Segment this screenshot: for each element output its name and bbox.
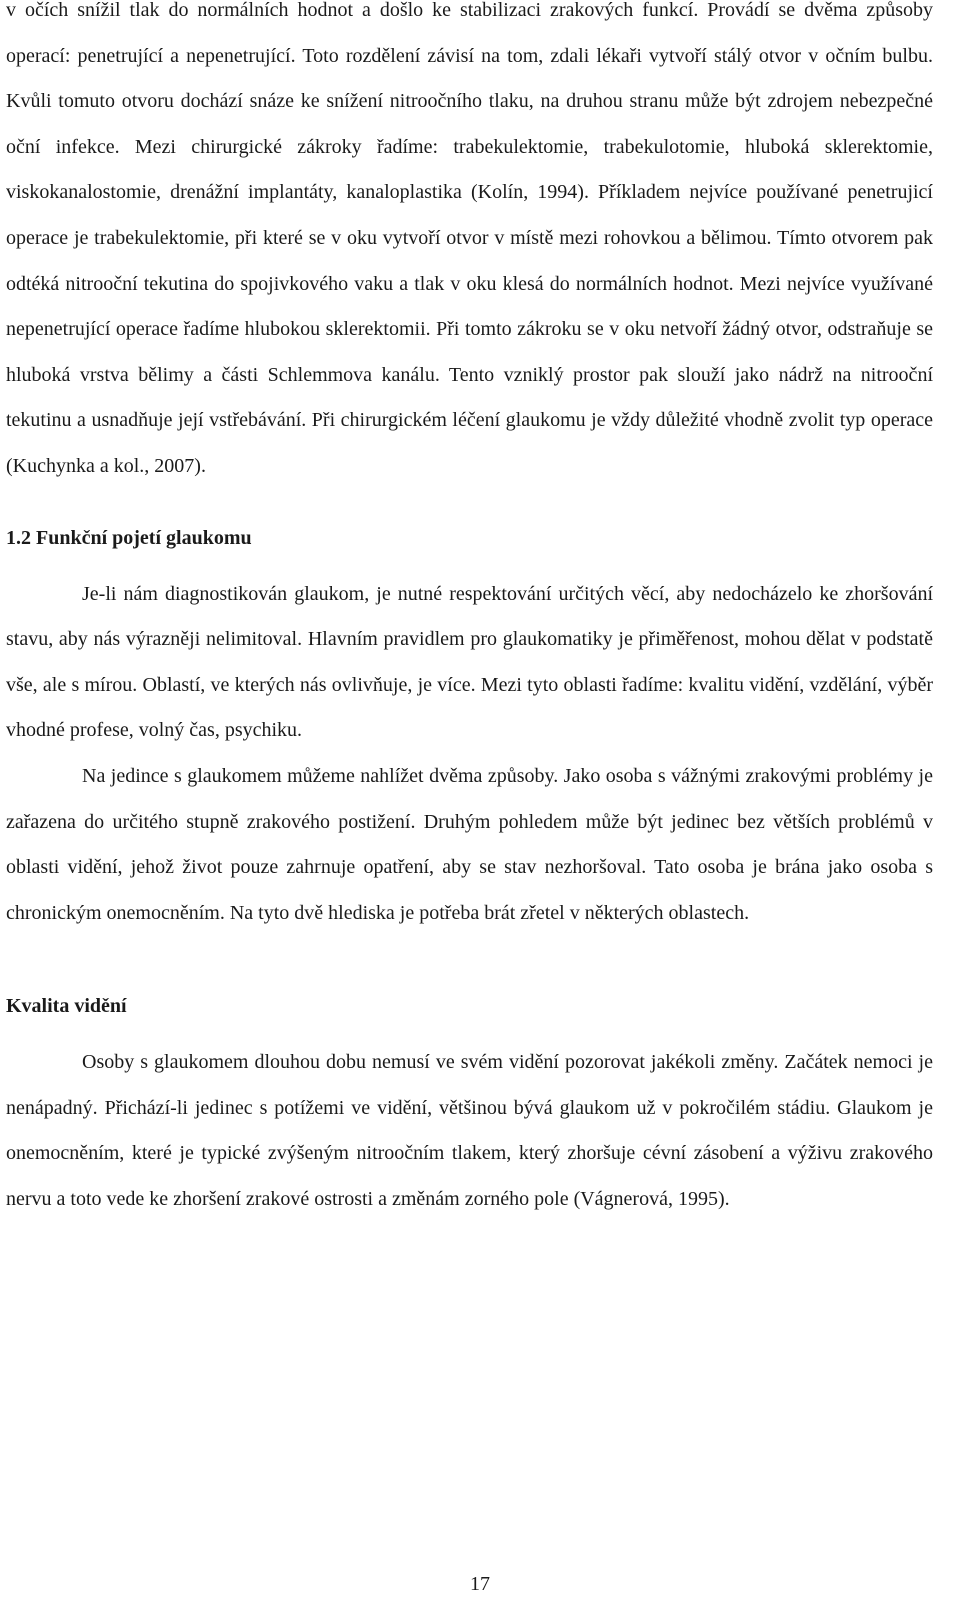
document-page <box>6 0 933 1223</box>
subsection-heading-quality-of-vision: Kvalita vidění <box>6 995 127 1018</box>
paragraph-diagnosis-respect: Je-li nám diagnostikován glaukom, je nutné respektování určitých věcí, aby nedocházelo ke zhoršování stavu, aby nás výrazněji nelimitoval. Hlavním pravidlem pro glaukomatiky je přiměřenost, mohou dělat v podstatě vše, ale s mírou. Oblastí, ve kterých nás ovlivňuje, je více. Mezi tyto oblasti řadíme: kvalitu vidění, vzdělání, výběr vhodné profese, volný čas, psychiku. <box>6 582 933 742</box>
section-heading-functional-concept: 1.2 Funkční pojetí glaukomu <box>6 526 252 549</box>
paragraph-two-perspectives: Na jedince s glaukomem můžeme nahlížet dvěma způsoby. Jako osoba s vážnými zrakovými problémy je zařazena do určitého stupně zrakového postižení. Druhým pohledem může být jedinec bez větších problémů v oblasti vidění, jehož život pouze zahrnuje opatření, aby se stav nezhoršoval. Tato osoba je brána jako osoba s chronickým onemocněním. Na tyto dvě hlediska je potřeba brát zřetel v některých oblastech. <box>6 764 933 924</box>
paragraph-surgery-methods: v očích snížil tlak do normálních hodnot a došlo ke stabilizaci zrakových funkcí. Provádí se dvěma způsoby operací: penetrující a nepenetrující. Toto rozdělení závisí na tom, zdali lékaři vytvoří stálý otvor v očním bulbu. Kvůli tomuto otvoru dochází snáze ke snížení nitroočního tlaku, na druhou stranu může být zdrojem nebezpečné oční infekce. Mezi chirurgické zákroky řadíme: trabekulektomie, trabekulotomie, hluboká sklerektomie, viskokanalostomie, drenážní implantáty, kanaloplastika (Kolín, 1994). Příkladem nejvíce používané penetrujicí operace je trabekulektomie, při které se v oku vytvoří otvor v místě mezi rohovkou a bělimou. Tímto otvorem pak odtéká nitrooční tekutina do spojivkového vaku a tlak v oku klesá do normálních hodnot. Mezi nejvíce využívané nepenetrující operace řadíme hlubokou sklerektomii. Při tomto zákroku se v oku netvoří žádný otvor, odstraňuje se hluboká vrstva bělimy a části Schlemmova kanálu. Tento vzniklý prostor pak slouží jako nádrž na nitrooční tekutinu a usnadňuje její vstřebávání. Při chirurgickém léčení glaukomu je vždy důležité vhodně zvolit typ operace (Kuchynka a kol., 2007). <box>6 0 933 477</box>
page-number: 17 <box>470 1573 490 1595</box>
paragraph-quality-of-vision: Osoby s glaukomem dlouhou dobu nemusí ve svém vidění pozorovat jakékoli změny. Začátek nemoci je nenápadný. Přichází-li jedinec s potížemi ve vidění, většinou bývá glaukom už v pokročilém stádiu. Glaukom je onemocněním, které je typické zvýšeným nitroočním tlakem, který zhoršuje cévní zásobení a výživu zrakového nervu a toto vede ke zhoršení zrakové ostrosti a změnám zorného pole (Vágnerová, 1995). <box>6 1051 933 1211</box>
